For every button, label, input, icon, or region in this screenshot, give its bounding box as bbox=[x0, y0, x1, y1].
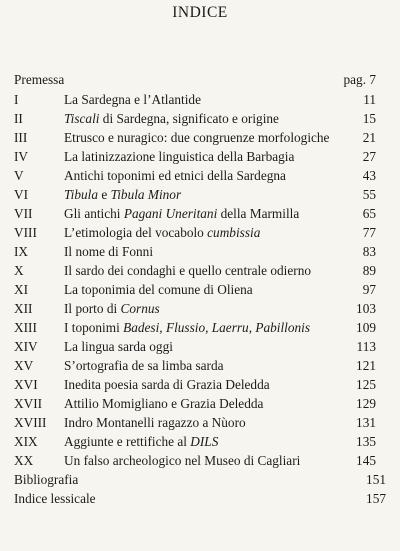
chapter-title-italic: cumbissia bbox=[207, 225, 261, 240]
chapter-page: 125 bbox=[356, 377, 376, 392]
chapter-title bbox=[64, 375, 270, 394]
chapter-row bbox=[0, 432, 400, 451]
chapter-number: II bbox=[14, 111, 23, 126]
chapter-row bbox=[0, 413, 400, 432]
chapter-row bbox=[0, 128, 400, 147]
chapter-title bbox=[64, 394, 263, 413]
chapter-number: XIX bbox=[14, 434, 38, 449]
chapter-row bbox=[0, 90, 400, 109]
chapter-title bbox=[64, 204, 299, 223]
chapter-row bbox=[0, 394, 400, 413]
chapter-row bbox=[0, 185, 400, 204]
chapter-page: 77 bbox=[362, 225, 376, 240]
chapter-title-italic: Pagani Uneritani bbox=[123, 206, 218, 221]
chapter-title-part: Indro Montanelli ragazzo a Nùoro bbox=[64, 415, 246, 430]
chapter-number: XVIII bbox=[14, 415, 47, 430]
chapter-title bbox=[64, 185, 181, 204]
chapter-title-part: La toponimia del comune di Oliena bbox=[64, 282, 253, 297]
chapter-title-part: Gli antichi bbox=[64, 206, 124, 221]
chapter-list bbox=[0, 90, 400, 470]
bibliografia-page: 151 bbox=[366, 472, 386, 487]
chapter-title bbox=[64, 128, 329, 147]
chapter-number: XII bbox=[14, 301, 33, 316]
chapter-row bbox=[0, 337, 400, 356]
chapter-number: I bbox=[14, 92, 19, 107]
chapter-title-italic: DILS bbox=[190, 434, 219, 449]
chapter-number: IX bbox=[14, 244, 29, 259]
chapter-number: VI bbox=[14, 187, 29, 202]
chapter-number: X bbox=[14, 263, 24, 278]
chapter-title-italic: Tiscali bbox=[64, 111, 100, 126]
chapter-row bbox=[0, 451, 400, 470]
chapter-number: III bbox=[14, 130, 28, 145]
chapter-title-part: I toponimi bbox=[64, 320, 124, 335]
chapter-page: 129 bbox=[356, 396, 376, 411]
chapter-page: 11 bbox=[363, 92, 376, 107]
chapter-page: 109 bbox=[356, 320, 376, 335]
chapter-title bbox=[64, 166, 286, 185]
indice-lessicale-page: 157 bbox=[366, 491, 386, 506]
chapter-page: 121 bbox=[356, 358, 376, 373]
chapter-page: 131 bbox=[356, 415, 376, 430]
bibliografia-label: Bibliografia bbox=[14, 472, 79, 487]
chapter-number: XIV bbox=[14, 339, 38, 354]
chapter-page: 65 bbox=[362, 206, 376, 221]
chapter-title bbox=[64, 337, 173, 356]
chapter-row bbox=[0, 261, 400, 280]
chapter-title-part: della Marmilla bbox=[217, 206, 300, 221]
chapter-page: 89 bbox=[362, 263, 376, 278]
chapter-title bbox=[64, 356, 224, 375]
chapter-title-part: Inedita poesia sarda di Grazia Deledda bbox=[64, 377, 270, 392]
chapter-page: 83 bbox=[362, 244, 376, 259]
chapter-title-italic: Cornus bbox=[120, 301, 160, 316]
chapter-title bbox=[64, 432, 218, 451]
premessa-row bbox=[14, 70, 376, 89]
chapter-title-italic: Tibula bbox=[64, 187, 98, 202]
chapter-title bbox=[64, 413, 246, 432]
chapter-page: 135 bbox=[356, 434, 376, 449]
chapter-title-part: La latinizzazione linguistica della Barbagia bbox=[64, 149, 295, 164]
chapter-row bbox=[0, 375, 400, 394]
chapter-title-part: Il sardo dei condaghi e quello centrale odierno bbox=[64, 263, 312, 278]
chapter-page: 113 bbox=[356, 339, 376, 354]
chapter-page: 97 bbox=[362, 282, 376, 297]
chapter-row bbox=[0, 147, 400, 166]
chapter-row bbox=[0, 318, 400, 337]
chapter-title bbox=[64, 147, 294, 166]
chapter-title-italic: Badesi, Flussio, Laerru, Pabillonis bbox=[123, 320, 311, 335]
chapter-title-part: Etrusco e nuragico: due congruenze morfologiche bbox=[64, 130, 330, 145]
chapter-number: V bbox=[14, 168, 24, 183]
chapter-title bbox=[64, 242, 153, 261]
chapter-number: VII bbox=[14, 206, 33, 221]
chapter-title bbox=[64, 280, 253, 299]
chapter-title bbox=[64, 318, 310, 337]
chapter-title bbox=[64, 223, 260, 242]
chapter-title-part: e bbox=[98, 187, 111, 202]
chapter-page: 55 bbox=[362, 187, 376, 202]
chapter-page: 103 bbox=[356, 301, 376, 316]
chapter-number: XV bbox=[14, 358, 34, 373]
chapter-page: 145 bbox=[356, 453, 376, 468]
chapter-title-part: Il porto di bbox=[64, 301, 121, 316]
chapter-number: XVII bbox=[14, 396, 43, 411]
chapter-page: 27 bbox=[362, 149, 376, 164]
chapter-title-part: Aggiunte e rettifiche al bbox=[64, 434, 191, 449]
chapter-title-part: Antichi toponimi ed etnici della Sardegna bbox=[64, 168, 286, 183]
chapter-row bbox=[0, 204, 400, 223]
chapter-page: 15 bbox=[362, 111, 376, 126]
premessa-label: Premessa bbox=[14, 72, 65, 87]
page-title: INDICE bbox=[172, 4, 228, 21]
chapter-row bbox=[0, 299, 400, 318]
chapter-title-part: Un falso archeologico nel Museo di Cagliari bbox=[64, 453, 301, 468]
chapter-title-italic: Tibula Minor bbox=[110, 187, 182, 202]
chapter-title-part: di Sardegna, significato e origine bbox=[99, 111, 279, 126]
chapter-title-part: L’etimologia del vocabolo bbox=[64, 225, 208, 240]
chapter-title bbox=[64, 299, 160, 318]
bibliografia-row bbox=[14, 470, 386, 489]
chapter-title-part: S’ortografia de sa limba sarda bbox=[64, 358, 224, 373]
chapter-row bbox=[0, 166, 400, 185]
chapter-page: 21 bbox=[362, 130, 376, 145]
chapter-title-part: Attilio Momigliano e Grazia Deledda bbox=[64, 396, 264, 411]
chapter-number: XIII bbox=[14, 320, 37, 335]
chapter-title-part: La Sardegna e l’Atlantide bbox=[64, 92, 201, 107]
chapter-row bbox=[0, 356, 400, 375]
chapter-number: XVI bbox=[14, 377, 38, 392]
chapter-title-part: Il nome di Fonni bbox=[64, 244, 154, 259]
chapter-row bbox=[0, 280, 400, 299]
chapter-title bbox=[64, 261, 311, 280]
chapter-title bbox=[64, 90, 201, 109]
chapter-title bbox=[64, 451, 300, 470]
chapter-row bbox=[0, 242, 400, 261]
indice-lessicale-row bbox=[14, 489, 386, 508]
chapter-row bbox=[0, 223, 400, 242]
indice-lessicale-label: Indice lessicale bbox=[14, 491, 96, 506]
chapter-page: 43 bbox=[362, 168, 376, 183]
chapter-title bbox=[64, 109, 279, 128]
chapter-number: XI bbox=[14, 282, 29, 297]
chapter-number: VIII bbox=[14, 225, 37, 240]
chapter-row bbox=[0, 109, 400, 128]
chapter-number: XX bbox=[14, 453, 34, 468]
chapter-title-part: La lingua sarda oggi bbox=[64, 339, 173, 354]
chapter-number: IV bbox=[14, 149, 29, 164]
premessa-page: pag. 7 bbox=[343, 72, 376, 87]
